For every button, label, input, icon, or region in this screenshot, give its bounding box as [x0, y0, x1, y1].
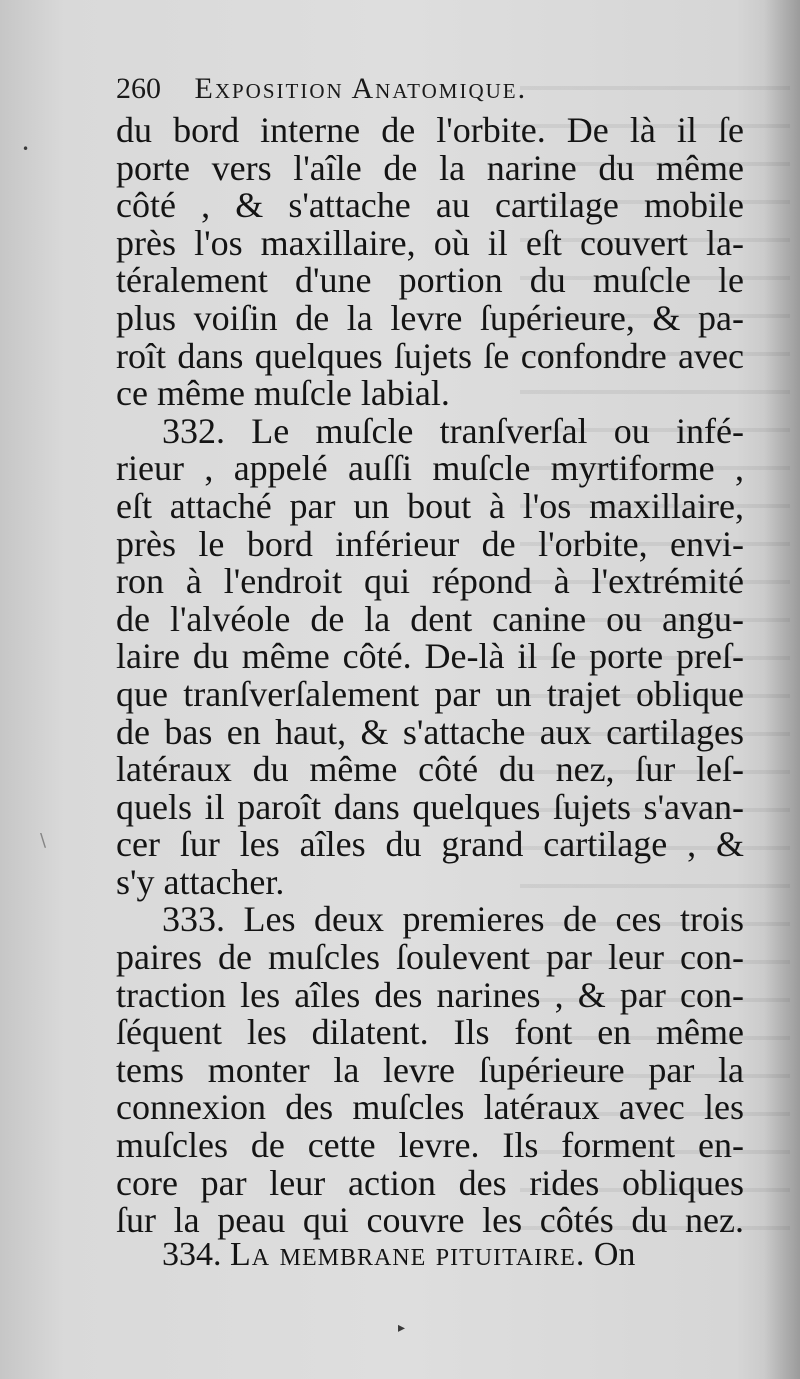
text-line: ron à l'endroit qui répond à l'extrémité: [116, 561, 744, 602]
section-heading: La membrane pituitaire.: [230, 1236, 586, 1273]
text-line: eſt attaché par un bout à l'os maxillaire,: [116, 485, 744, 526]
text-line: traction les aîles des narines , & par con-: [116, 974, 744, 1015]
page-number: 260: [116, 72, 161, 105]
text-line: core par leur action des rides obliques: [116, 1162, 744, 1203]
paragraph-333-start: 333. Les deux premieres de ces trois: [162, 899, 744, 940]
body-text: [116, 112, 744, 1240]
text-line: muſcles de cette levre. Ils forment en-: [116, 1125, 744, 1166]
text-line: côté , & s'attache au cartilage mobile: [116, 185, 744, 226]
text-line: du bord interne de l'orbite. De là il ſe: [116, 110, 744, 150]
text-line: que tranſverſalement par un trajet oblique: [116, 673, 744, 714]
text-line: de l'alvéole de la dent canine ou angu-: [116, 598, 744, 639]
margin-speck: •: [22, 142, 30, 156]
text-line: de bas en haut, & s'attache aux cartilages: [116, 711, 744, 752]
paragraph-332-start: 332. Le muſcle tranſverſal ou infé-: [162, 410, 744, 451]
text-line: laire du même côté. De-là il ſe porte preſ-: [116, 636, 744, 677]
text-line: tems monter la levre ſupérieure par la: [116, 1049, 744, 1090]
text-line: ſéquent les dilatent. Ils font en même: [116, 1012, 744, 1053]
text-line: ce même muſcle labial.: [116, 373, 450, 414]
text-line: près l'os maxillaire, où il eſt couvert la-: [116, 222, 744, 263]
running-title: Exposition Anatomique.: [194, 72, 528, 105]
text-line: plus voiſin de la levre ſupérieure, & pa-: [116, 297, 744, 338]
text-line: roît dans quelques ſujets ſe confondre avec: [116, 335, 744, 376]
text-line: s'y attacher.: [116, 861, 285, 902]
margin-speck: \: [40, 830, 47, 851]
text-line: paires de muſcles ſoulevent par leur con-: [116, 937, 744, 978]
margin-speck: ▸: [398, 1320, 406, 1336]
text-line: quels il paroît dans quelques ſujets s'avan-: [116, 786, 744, 827]
text-line: cer ſur les aîles du grand cartilage , &: [116, 824, 744, 865]
text-line: connexion des muſcles latéraux avec les: [116, 1087, 744, 1128]
paragraph-334-start: [162, 1236, 746, 1274]
page-header: [116, 72, 756, 112]
spine-shadow: [764, 0, 800, 1379]
text-line: près le bord inférieur de l'orbite, envi-: [116, 523, 744, 564]
paragraph-number: 334.: [162, 1236, 222, 1273]
text-line: téralement d'une portion du muſcle le: [116, 260, 744, 301]
text-line: porte vers l'aîle de la narine du même: [116, 147, 744, 188]
text-line: latéraux du même côté du nez, ſur leſ-: [116, 749, 744, 790]
text-line: ſur la peau qui couvre les côtés du nez.: [116, 1200, 744, 1241]
catchword: On: [593, 1236, 636, 1273]
text-line: rieur , appelé auſſi muſcle myrtiforme ,: [116, 448, 744, 489]
